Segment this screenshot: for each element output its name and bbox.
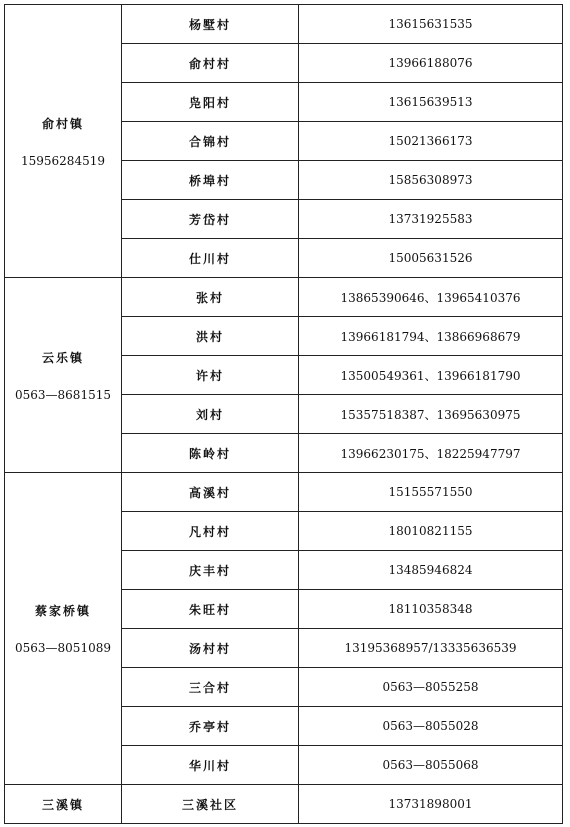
village-name: 三溪社区 — [122, 785, 299, 824]
village-phone: 0563—8055258 — [299, 668, 563, 707]
table-row — [5, 5, 563, 44]
village-name: 仕川村 — [122, 239, 299, 278]
village-name: 刘村 — [122, 395, 299, 434]
village-phone: 18110358348 — [299, 590, 563, 629]
village-name: 乔亭村 — [122, 707, 299, 746]
town-phone: 0563—8681515 — [15, 387, 111, 402]
table-row — [5, 785, 563, 824]
village-name: 庆丰村 — [122, 551, 299, 590]
town-name: 云乐镇 — [41, 350, 84, 365]
town-name: 俞村镇 — [41, 116, 84, 131]
village-name: 高溪村 — [122, 473, 299, 512]
village-name: 汤村村 — [122, 629, 299, 668]
village-name: 芳岱村 — [122, 200, 299, 239]
village-name: 陈岭村 — [122, 434, 299, 473]
village-phone: 13615639513 — [299, 83, 563, 122]
village-phone: 13966181794、13866968679 — [299, 317, 563, 356]
village-phone: 13615631535 — [299, 5, 563, 44]
table-row — [5, 278, 563, 317]
town-name: 三溪镇 — [41, 797, 84, 812]
village-phone: 13195368957/13335636539 — [299, 629, 563, 668]
village-name: 朱旺村 — [122, 590, 299, 629]
village-name: 许村 — [122, 356, 299, 395]
town-phone: 15956284519 — [21, 153, 105, 168]
town-cell — [5, 473, 122, 785]
village-phone: 13731925583 — [299, 200, 563, 239]
village-name: 张村 — [122, 278, 299, 317]
village-name: 洪村 — [122, 317, 299, 356]
table-body — [5, 5, 563, 824]
village-phone: 13966230175、18225947797 — [299, 434, 563, 473]
village-phone: 0563—8055028 — [299, 707, 563, 746]
village-phone: 15005631526 — [299, 239, 563, 278]
village-name: 华川村 — [122, 746, 299, 785]
village-name: 三合村 — [122, 668, 299, 707]
village-phone: 15021366173 — [299, 122, 563, 161]
village-phone: 15357518387、13695630975 — [299, 395, 563, 434]
town-cell — [5, 785, 122, 824]
village-phone: 15155571550 — [299, 473, 563, 512]
village-phone: 13500549361、13966181790 — [299, 356, 563, 395]
village-name: 桥埠村 — [122, 161, 299, 200]
village-phone: 0563—8055068 — [299, 746, 563, 785]
village-phone: 13731898001 — [299, 785, 563, 824]
village-phone: 13485946824 — [299, 551, 563, 590]
village-phone: 13865390646、13965410376 — [299, 278, 563, 317]
village-phone: 15856308973 — [299, 161, 563, 200]
town-cell — [5, 5, 122, 278]
village-name: 杨墅村 — [122, 5, 299, 44]
contact-table — [4, 4, 563, 824]
town-name: 蔡家桥镇 — [34, 604, 91, 618]
town-cell — [5, 278, 122, 473]
village-phone: 13966188076 — [299, 44, 563, 83]
village-name: 俞村村 — [122, 44, 299, 83]
town-phone: 0563—8051089 — [15, 641, 111, 655]
village-phone: 18010821155 — [299, 512, 563, 551]
table-row — [5, 473, 563, 512]
village-name: 凫阳村 — [122, 83, 299, 122]
village-name: 合锦村 — [122, 122, 299, 161]
village-name: 凡村村 — [122, 512, 299, 551]
